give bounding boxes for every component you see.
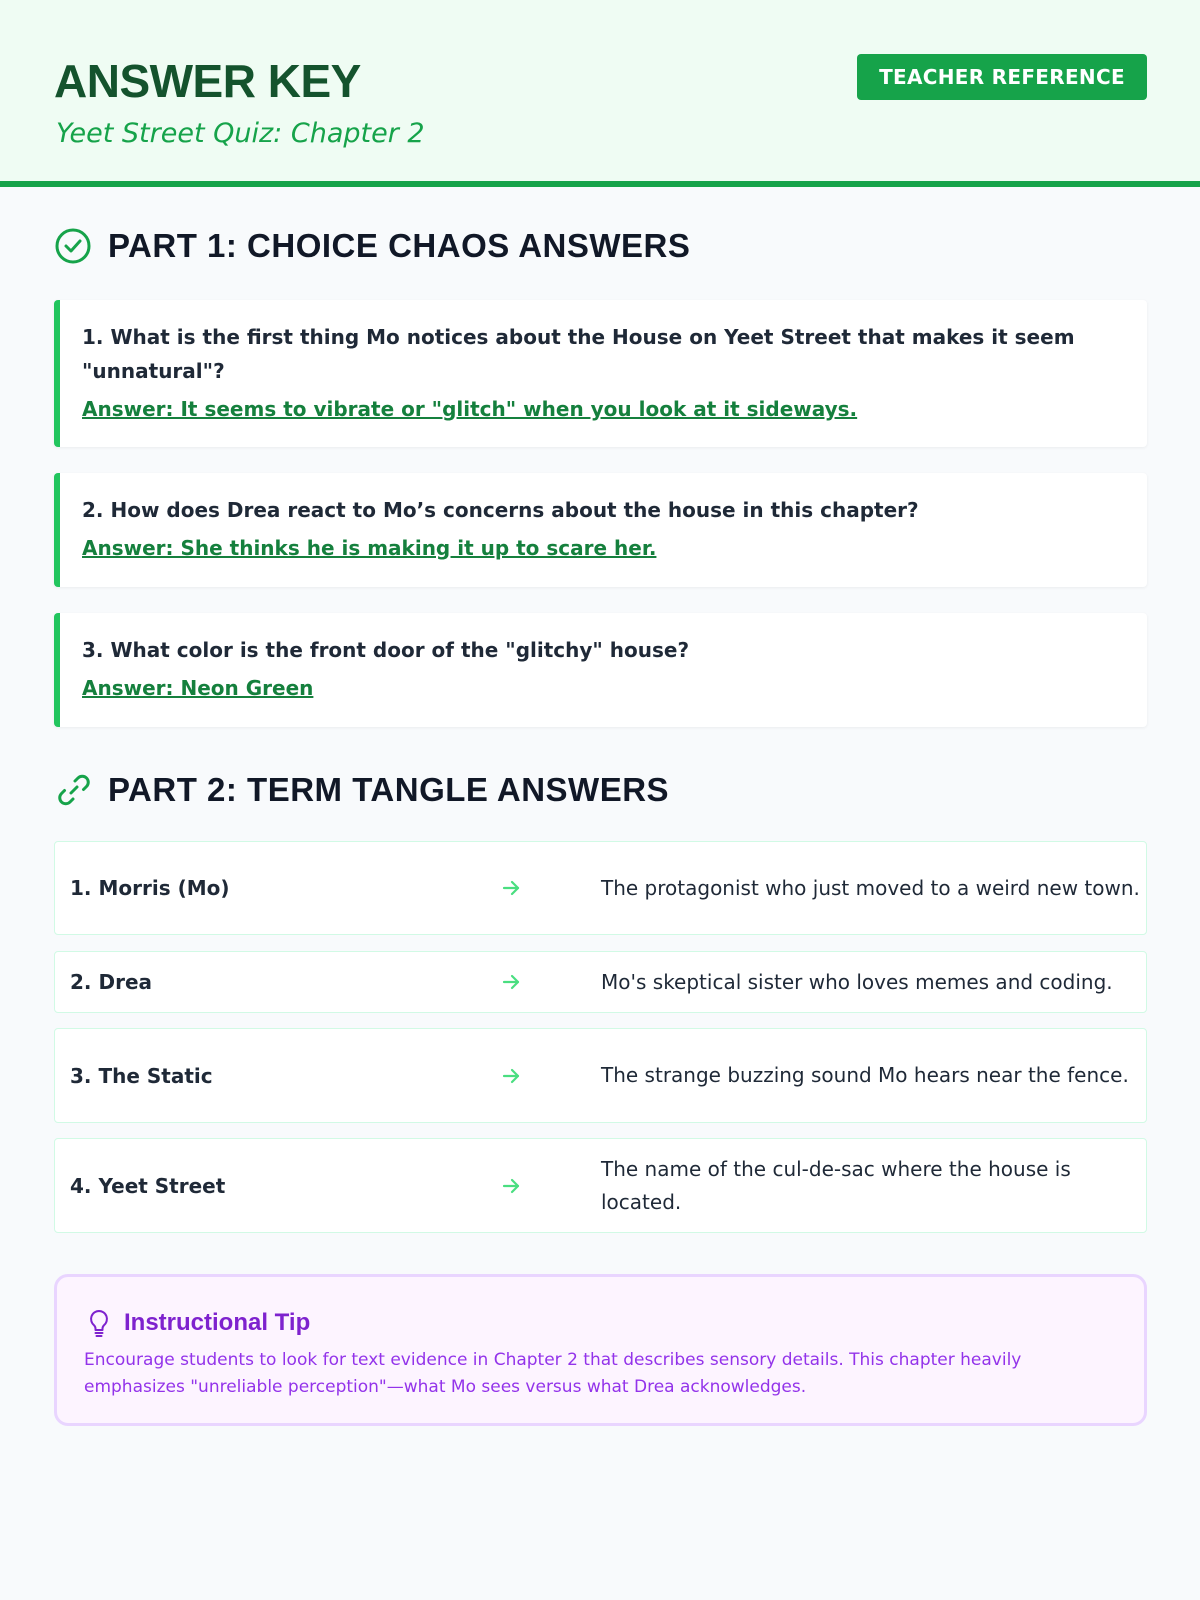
lightbulb-icon	[86, 1308, 112, 1338]
tip-header	[86, 1306, 310, 1340]
match-term: 1. Morris (Mo)	[70, 876, 230, 900]
answer-text: Answer: Neon Green	[82, 676, 314, 700]
answer-text: Answer: It seems to vibrate or "glitch" when you look at it sideways.	[82, 397, 858, 421]
match-row-3	[54, 1028, 1147, 1123]
match-term: 4. Yeet Street	[70, 1173, 226, 1198]
match-row-4	[54, 1138, 1147, 1233]
match-row-2	[54, 951, 1147, 1013]
answer-text: Answer: She thinks he is making it up to scare her.	[82, 536, 657, 560]
question-card-3	[54, 613, 1147, 727]
page-title: ANSWER KEY	[54, 55, 361, 107]
part2-title: PART 2: TERM TANGLE ANSWERS	[108, 771, 670, 808]
question-text: 1. What is the first thing Mo notices about the House on Yeet Street that makes it seem "unnatural"?	[82, 325, 1075, 383]
tip-title: Instructional Tip	[124, 1309, 311, 1336]
match-row-1	[54, 841, 1147, 935]
part2-heading	[54, 770, 669, 810]
tip-body: Encourage students to look for text evidence in Chapter 2 that describes sensory details. This chapter heavily emphasizes "unreliable perception"—what Mo sees versus what Drea acknowledges.	[84, 1350, 1022, 1397]
match-term: 3. The Static	[70, 1063, 213, 1088]
question-card-1	[54, 300, 1147, 447]
match-definition: The strange buzzing sound Mo hears near the fence.	[601, 1063, 1129, 1087]
page-subtitle: Yeet Street Quiz: Chapter 2	[56, 118, 425, 149]
arrow-right-icon	[499, 876, 523, 900]
arrow-right-icon	[499, 1174, 523, 1198]
part1-heading	[54, 226, 690, 266]
match-definition: Mo's skeptical sister who loves memes and coding.	[601, 969, 1113, 994]
question-text: 2. How does Drea react to Mo’s concerns about the house in this chapter?	[82, 498, 919, 522]
check-circle-icon	[54, 226, 94, 266]
match-definition: The protagonist who just moved to a weird new town.	[601, 875, 1140, 900]
question-text: 3. What color is the front door of the "glitchy" house?	[82, 638, 690, 662]
match-definition: The name of the cul-de-sac where the house is located.	[601, 1156, 1071, 1214]
link-icon	[54, 770, 94, 810]
arrow-right-icon	[499, 970, 523, 994]
instructional-tip-box	[54, 1274, 1147, 1426]
question-card-2	[54, 473, 1147, 587]
part1-title: PART 1: CHOICE CHAOS ANSWERS	[108, 227, 691, 264]
arrow-right-icon	[499, 1064, 523, 1088]
teacher-reference-badge: TEACHER REFERENCE	[857, 54, 1147, 100]
header	[0, 0, 1200, 187]
match-term: 2. Drea	[70, 970, 153, 994]
